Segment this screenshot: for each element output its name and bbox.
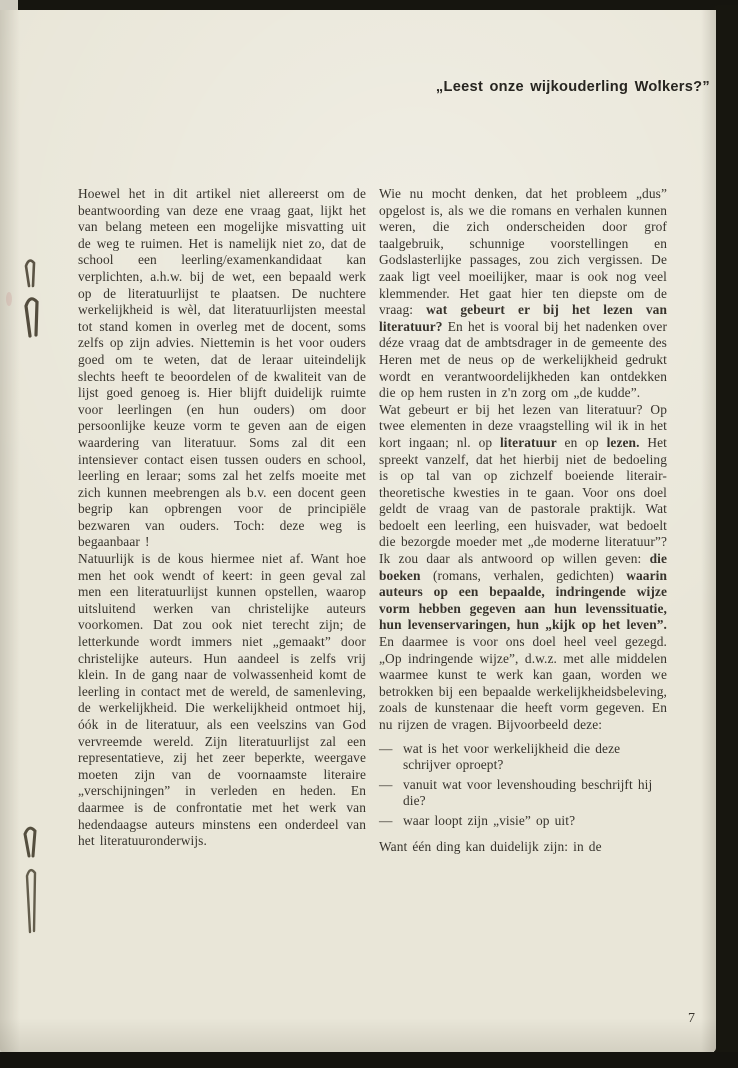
scan-edge-bottom xyxy=(0,1052,738,1068)
em-dash: — xyxy=(379,776,393,792)
paragraph: Natuurlijk is de kous hiermee niet af. Want hoe men het ook wendt of keert: in geen geval zal men een literatuurlijst kunnen opstellen, waarop uitsluitend werken van christelijke auteurs voorkomen. Dat zou ook niet terecht zijn; de letterkunde wordt immers niet „gemaakt” door christelijke auteurs. Hun aandeel is zelfs vrij klein. In de gang naar de volwassenheid komt de leerling in contact met de wereld, de samenleving, de werkelijkheid. Die werkelijkheid ontmoet hij, óók in de literatuur, als een veelszins van God vervreemde wereld. Zijn literatuurlijst zal een representatieve, zij het zeer beperkte, weergave moeten zijn van de voornaamste literaire „verschijningen” in verleden en heden. En daarmee is de confrontatie met het werk van hedendaagse auteurs minstens een onderdeel van het literatuuronderwijs. xyxy=(78,551,366,849)
list-item xyxy=(379,741,667,774)
paragraph: Wat gebeurt er bij het lezen van literatuur? Op twee elementen in deze vraagstelling wil ik in het kort ingaan; nl. op literatuur en op lezen. Het spreekt vanzelf, dat het hierbij niet de bedoeling is op tal van op zichzelf boeiende literair-theoretische kwesties in te gaan. Voor ons doel geldt de vraag van de pastorale praktijk. Wat bedoelt een leerling, een huisvader, wat bedoelt die bezorgde moeder met „de moderne literatuur”? Ik zou daar als antwoord op willen geven: die boeken (romans, verhalen, gedichten) waarin auteurs op een bepaalde, indringende wijze vorm hebben gegeven aan hun levenssituatie, hun levenservaringen, hun „kijk op het leven”. En daarmee is voor ons doel heel veel gezegd. „Op indringende wijze”, d.w.z. met alle middelen waarmee kunst te werk kan gaan, worden we betrokken bij een bepaalde werkelijkheidsbeleving, zoals de kunstenaar die heeft vorm gegeven. En nu rijzen de vragen. Bijvoorbeeld deze: xyxy=(379,401,668,732)
list-item-text: waar loopt zijn „visie” op uit? xyxy=(403,812,576,828)
list-item-text: wat is het voor werkelijkheid die deze schrijver oproept? xyxy=(403,740,621,773)
page-number: 7 xyxy=(688,1011,695,1026)
staple-mark-top xyxy=(20,250,54,342)
article-header: „Leest onze wijkouderling Wolkers?” xyxy=(435,79,710,95)
em-dash: — xyxy=(379,740,393,756)
list-item xyxy=(379,777,667,810)
paragraph: Wie nu mocht denken, dat het probleem „dus” opgelost is, als we die romans en verhalen kunnen weren, die zich onderscheiden door grof taalgebruik, schunnige voorstellingen en Godslasterlijke passages, zou zich vergissen. De zaak ligt veel moeilijker, maar is ook nog veel klemmender. Het gaat hier ten diepste om de vraag: wat gebeurt er bij het lezen van literatuur? En het is vooral bij het nadenken over déze vraag dat de ambtsdrager in de gemeente des Heren met de neus op de werkelijkheid gedrukt wordt en verantwoordelijkheden kan ontdekken die op hem rusten in z'n zorg om „de kudde”. xyxy=(379,186,667,401)
question-list xyxy=(379,741,667,830)
scanned-page xyxy=(0,10,716,1052)
text-columns xyxy=(78,186,667,855)
right-column xyxy=(379,186,667,855)
scan-edge-right xyxy=(714,5,738,1068)
scan-speck xyxy=(6,292,12,306)
left-column xyxy=(78,186,366,855)
em-dash: — xyxy=(379,812,393,828)
list-item-text: vanuit wat voor levenshouding beschrijft hij die? xyxy=(403,776,653,809)
list-item xyxy=(379,813,667,830)
paragraph: Hoewel het in dit artikel niet allereerst om de beantwoording van deze ene vraag gaat, lijkt het van belang meteen een mogelijke misvatting uit de weg te ruimen. Het is namelijk niet zo, dat de school een leerling/examenkandidaat kan verplichten, a.h.w. bij de wet, een bepaald werk op de literatuurlijst te plaatsen. De nuchtere werkelijkheid is wèl, dat literatuurlijsten meestal tot stand komen in overleg met de docent, soms zelfs op zijn advies. Niettemin is het voor ouders goed om te weten, dat de leraar uiteindelijk slechts heeft te beoordelen of de kwaliteit van de lijst goed genoeg is. Hier blijft duidelijk ruimte voor leerlingen (en hun ouders) om door persoonlijke keuze vorm te geven aan de eigen waardering van literatuur. Soms zal dit een intensiever contact eisen tussen ouders en school, leerling en leraar; soms zal het zelfs moeite met zich kunnen meebrengen als b.v. een docent geen begrip kan opbrengen voor de principiële bezwaren van ouders. Toch: deze weg is begaanbaar ! xyxy=(78,186,366,550)
closing-line: Want één ding kan duidelijk zijn: in de xyxy=(379,838,602,854)
staple-mark-bottom xyxy=(18,816,52,940)
